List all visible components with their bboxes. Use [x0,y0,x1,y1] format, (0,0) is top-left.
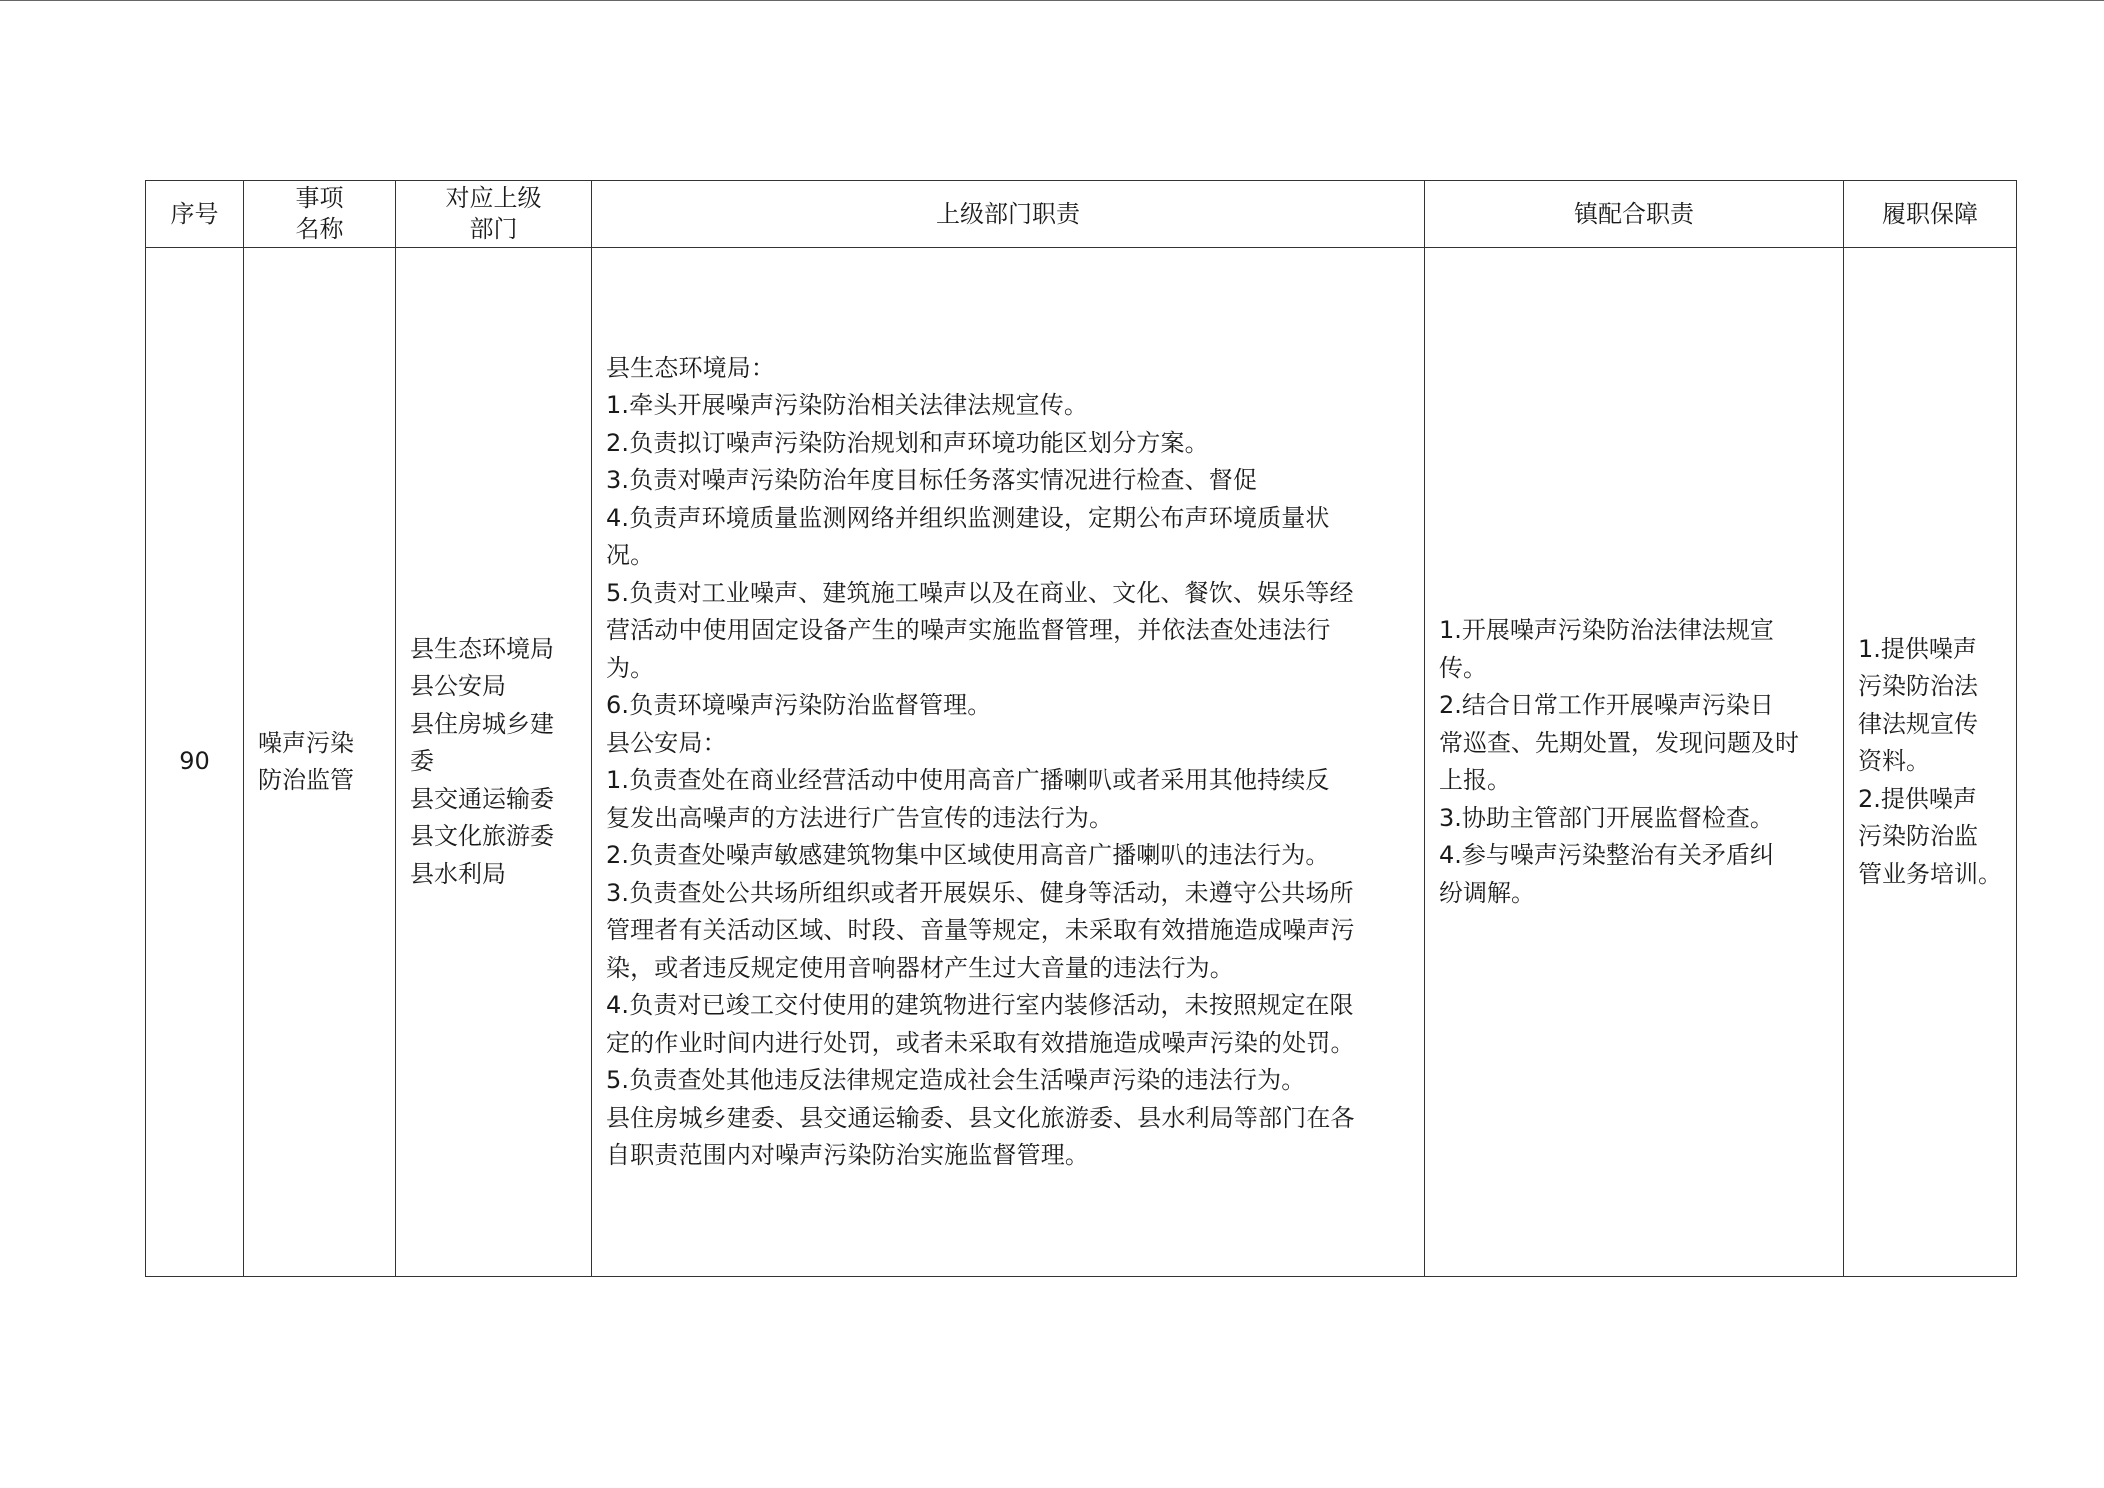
table-header-row [146,181,2017,248]
cell-item-name: 噪声污染 防治监管 [244,248,396,1277]
header-upper-duty: 上级部门职责 [592,181,1425,248]
header-item-name: 事项 名称 [244,181,396,248]
table-row [146,248,2017,1277]
header-town-duty: 镇配合职责 [1425,181,1844,248]
header-seq: 序号 [146,181,244,248]
duty-table [145,180,2017,1277]
page-top-border [0,0,2104,1]
cell-town-duty: 1.开展噪声污染防治法律法规宣 传。 2.结合日常工作开展噪声污染日 常巡查、先期处置，发现问题及时 上报。 3.协助主管部门开展监督检查。 4.参与噪声污染整治有关矛盾纠 纷调解。 [1425,248,1844,1277]
header-guarantee: 履职保障 [1844,181,2017,248]
cell-guarantee: 1.提供噪声 污染防治法 律法规宣传 资料。 2.提供噪声 污染防治监 管业务培训。 [1844,248,2017,1277]
cell-upper-dept: 县生态环境局 县公安局 县住房城乡建 委 县交通运输委 县文化旅游委 县水利局 [396,248,592,1277]
cell-seq: 90 [146,248,244,1277]
cell-upper-duty: 县生态环境局： 1.牵头开展噪声污染防治相关法律法规宣传。 2.负责拟订噪声污染防治规划和声环境功能区划分方案。 3.负责对噪声污染防治年度目标任务落实情况进行检查、督促 4.负责声环境质量监测网络并组织监测建设，定期公布声环境质量状 况。 5.负责对工业噪声、建筑施工噪声以及在商业、文化、餐饮、娱乐等经 营活动中使用固定设备产生的噪声实施监督管理，并依法查处违法行 为。 6.负责环境噪声污染防治监督管理。 县公安局： 1.负责查处在商业经营活动中使用高音广播喇叭或者采用其他持续反 复发出高噪声的方法进行广告宣传的违法行为。 2.负责查处噪声敏感建筑物集中区域使用高音广播喇叭的违法行为。 3.负责查处公共场所组织或者开展娱乐、健身等活动，未遵守公共场所 管理者有关活动区域、时段、音量等规定，未采取有效措施造成噪声污 染，或者违反规定使用音响器材产生过大音量的违法行为。 4.负责对已竣工交付使用的建筑物进行室内装修活动，未按照规定在限 定的作业时间内进行处罚，或者未采取有效措施造成噪声污染的处罚。 5.负责查处其他违反法律规定造成社会生活噪声污染的违法行为。 县住房城乡建委、县交通运输委、县文化旅游委、县水利局等部门在各 自职责范围内对噪声污染防治实施监督管理。 [592,248,1425,1277]
header-upper-dept: 对应上级 部门 [396,181,592,248]
